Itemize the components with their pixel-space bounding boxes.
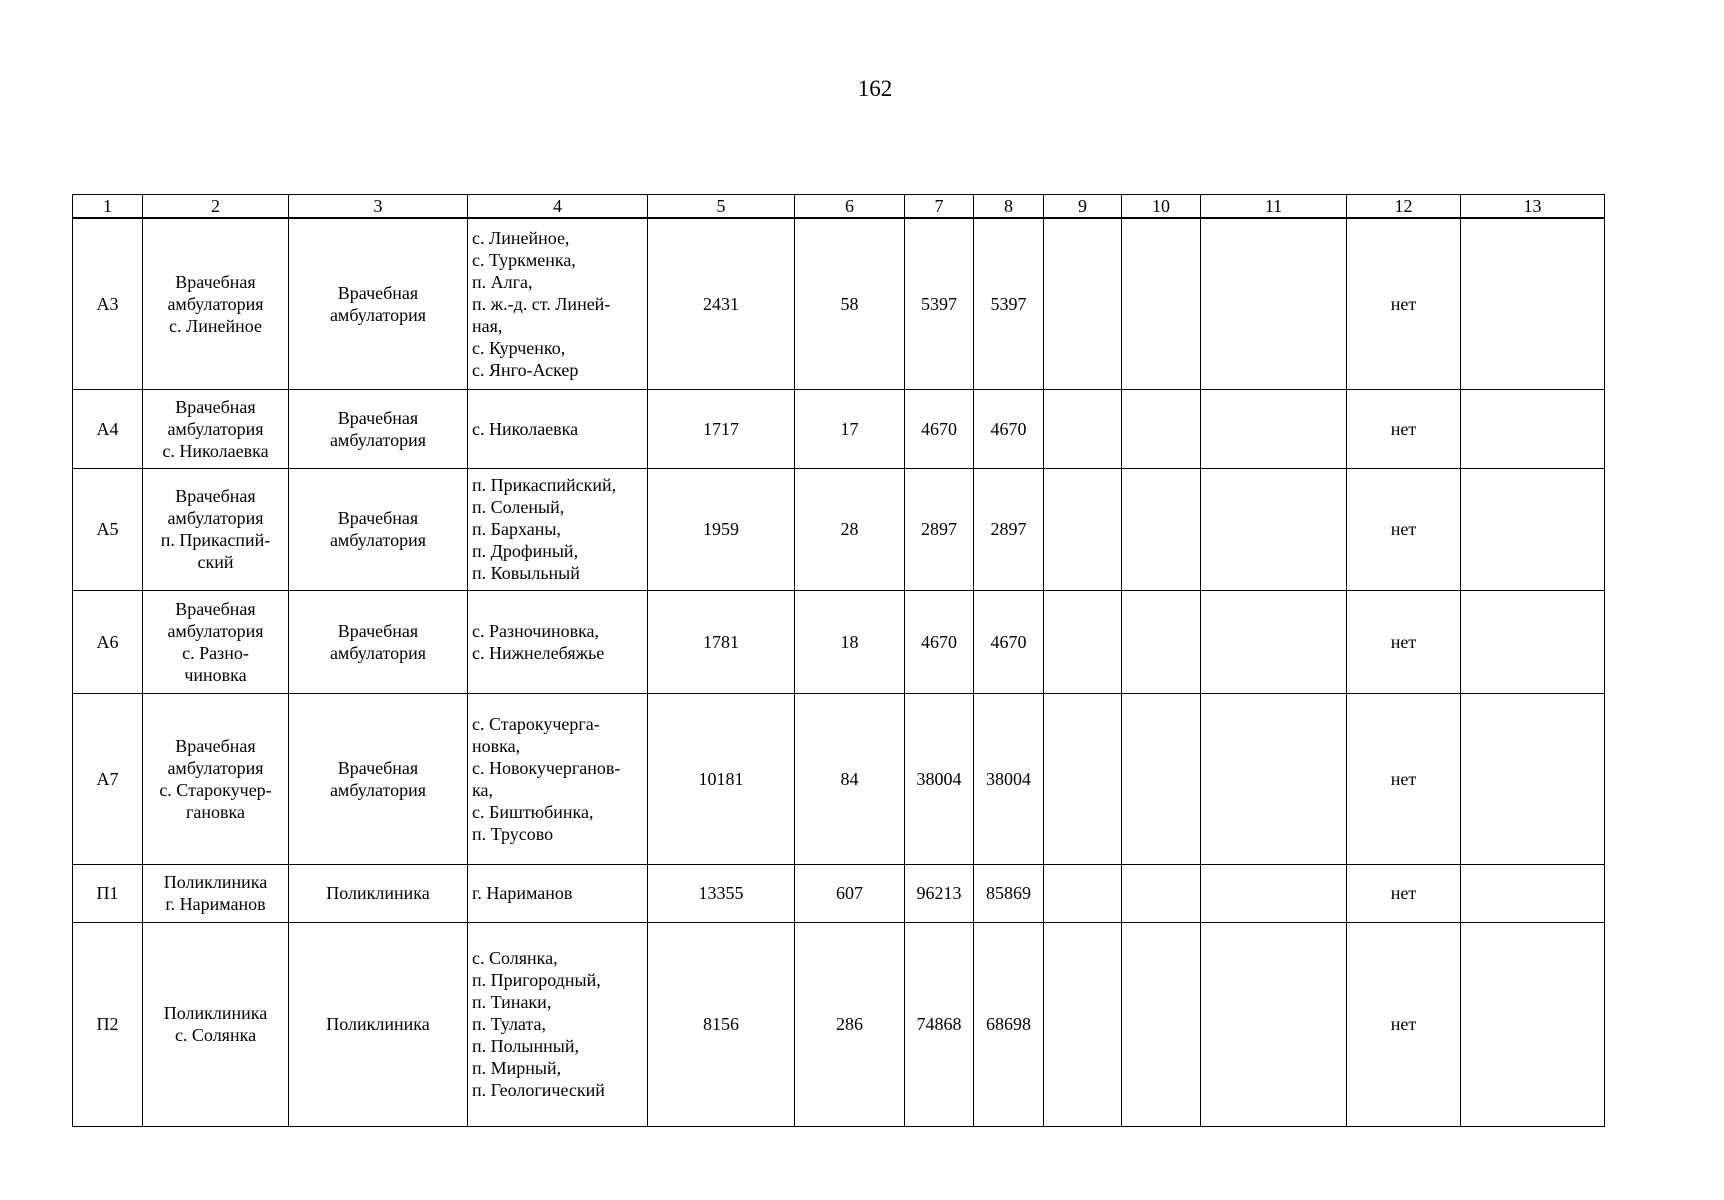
- cell-col-6: 286: [795, 922, 905, 1126]
- cell-col-6: 607: [795, 864, 905, 922]
- cell-col-13: [1461, 218, 1605, 389]
- cell-col-9: [1044, 922, 1122, 1126]
- cell-col-8: 68698: [974, 922, 1044, 1126]
- cell-col-10: [1122, 468, 1201, 590]
- cell-col-12: нет: [1347, 389, 1461, 468]
- column-header: 7: [905, 195, 974, 219]
- served-settlements: с. Линейное, с. Туркменка, п. Алга, п. ж.-д. ст. Линей- ная, с. Курченко, с. Янго-Аскер: [468, 218, 648, 389]
- facility-type: Поликлиника: [289, 922, 468, 1126]
- facility-code: П1: [73, 864, 143, 922]
- column-header: 1: [73, 195, 143, 219]
- cell-col-5: 10181: [648, 693, 795, 864]
- facilities-table: [72, 194, 1605, 1127]
- served-settlements: с. Солянка, п. Пригородный, п. Тинаки, п. Тулата, п. Полынный, п. Мирный, п. Геологический: [468, 922, 648, 1126]
- cell-col-11: [1201, 389, 1347, 468]
- table-row: [73, 922, 1605, 1126]
- cell-col-5: 13355: [648, 864, 795, 922]
- facility-name: Поликлиника г. Нариманов: [143, 864, 289, 922]
- cell-col-7: 2897: [905, 468, 974, 590]
- cell-col-9: [1044, 389, 1122, 468]
- cell-col-7: 96213: [905, 864, 974, 922]
- cell-col-11: [1201, 590, 1347, 693]
- cell-col-6: 18: [795, 590, 905, 693]
- facility-type: Врачебная амбулатория: [289, 389, 468, 468]
- facility-type: Врачебная амбулатория: [289, 468, 468, 590]
- served-settlements: с. Разночиновка, с. Нижнелебяжье: [468, 590, 648, 693]
- facility-type: Врачебная амбулатория: [289, 693, 468, 864]
- page-number: 162: [857, 76, 893, 101]
- cell-col-8: 5397: [974, 218, 1044, 389]
- facility-code: П2: [73, 922, 143, 1126]
- column-header: 4: [468, 195, 648, 219]
- cell-col-11: [1201, 468, 1347, 590]
- cell-col-6: 84: [795, 693, 905, 864]
- facility-code: А7: [73, 693, 143, 864]
- cell-col-10: [1122, 590, 1201, 693]
- cell-col-9: [1044, 693, 1122, 864]
- cell-col-10: [1122, 389, 1201, 468]
- facility-name: Поликлиника с. Солянка: [143, 922, 289, 1126]
- column-header: 11: [1201, 195, 1347, 219]
- table-row: [73, 864, 1605, 922]
- table-row: [73, 693, 1605, 864]
- facility-name: Врачебная амбулатория с. Николаевка: [143, 389, 289, 468]
- cell-col-5: 1781: [648, 590, 795, 693]
- cell-col-5: 2431: [648, 218, 795, 389]
- cell-col-7: 5397: [905, 218, 974, 389]
- column-number-row: [73, 195, 1605, 219]
- cell-col-10: [1122, 693, 1201, 864]
- cell-col-13: [1461, 468, 1605, 590]
- cell-col-9: [1044, 218, 1122, 389]
- cell-col-8: 4670: [974, 590, 1044, 693]
- cell-col-9: [1044, 468, 1122, 590]
- cell-col-11: [1201, 864, 1347, 922]
- table-row: [73, 590, 1605, 693]
- cell-col-8: 4670: [974, 389, 1044, 468]
- facility-name: Врачебная амбулатория с. Старокучер- гановка: [143, 693, 289, 864]
- column-header: 13: [1461, 195, 1605, 219]
- cell-col-11: [1201, 922, 1347, 1126]
- cell-col-9: [1044, 864, 1122, 922]
- cell-col-7: 38004: [905, 693, 974, 864]
- facility-code: А5: [73, 468, 143, 590]
- column-header: 2: [143, 195, 289, 219]
- served-settlements: п. Прикаспийский, п. Соленый, п. Барханы, п. Дрофиный, п. Ковыльный: [468, 468, 648, 590]
- cell-col-13: [1461, 864, 1605, 922]
- cell-col-5: 1959: [648, 468, 795, 590]
- cell-col-12: нет: [1347, 468, 1461, 590]
- cell-col-12: нет: [1347, 922, 1461, 1126]
- facility-name: Врачебная амбулатория с. Линейное: [143, 218, 289, 389]
- cell-col-12: нет: [1347, 693, 1461, 864]
- cell-col-7: 4670: [905, 590, 974, 693]
- facility-code: А6: [73, 590, 143, 693]
- column-header: 6: [795, 195, 905, 219]
- cell-col-10: [1122, 218, 1201, 389]
- cell-col-12: нет: [1347, 590, 1461, 693]
- facility-code: А3: [73, 218, 143, 389]
- facility-code: А4: [73, 389, 143, 468]
- column-header: 9: [1044, 195, 1122, 219]
- cell-col-11: [1201, 218, 1347, 389]
- table-row: [73, 389, 1605, 468]
- table-row: [73, 218, 1605, 389]
- cell-col-10: [1122, 864, 1201, 922]
- cell-col-8: 2897: [974, 468, 1044, 590]
- cell-col-8: 38004: [974, 693, 1044, 864]
- served-settlements: с. Николаевка: [468, 389, 648, 468]
- facility-name: Врачебная амбулатория с. Разно- чиновка: [143, 590, 289, 693]
- cell-col-12: нет: [1347, 864, 1461, 922]
- facility-type: Врачебная амбулатория: [289, 218, 468, 389]
- cell-col-11: [1201, 693, 1347, 864]
- column-header: 12: [1347, 195, 1461, 219]
- cell-col-5: 1717: [648, 389, 795, 468]
- table-row: [73, 468, 1605, 590]
- column-header: 3: [289, 195, 468, 219]
- column-header: 5: [648, 195, 795, 219]
- cell-col-6: 17: [795, 389, 905, 468]
- cell-col-13: [1461, 590, 1605, 693]
- served-settlements: г. Нариманов: [468, 864, 648, 922]
- cell-col-7: 4670: [905, 389, 974, 468]
- cell-col-5: 8156: [648, 922, 795, 1126]
- cell-col-12: нет: [1347, 218, 1461, 389]
- cell-col-13: [1461, 693, 1605, 864]
- facility-type: Поликлиника: [289, 864, 468, 922]
- cell-col-6: 58: [795, 218, 905, 389]
- facility-name: Врачебная амбулатория п. Прикаспий- ский: [143, 468, 289, 590]
- cell-col-8: 85869: [974, 864, 1044, 922]
- cell-col-7: 74868: [905, 922, 974, 1126]
- column-header: 10: [1122, 195, 1201, 219]
- cell-col-13: [1461, 922, 1605, 1126]
- cell-col-13: [1461, 389, 1605, 468]
- column-header: 8: [974, 195, 1044, 219]
- served-settlements: с. Старокучерга- новка, с. Новокучерганов- ка, с. Биштюбинка, п. Трусово: [468, 693, 648, 864]
- cell-col-6: 28: [795, 468, 905, 590]
- cell-col-10: [1122, 922, 1201, 1126]
- facility-type: Врачебная амбулатория: [289, 590, 468, 693]
- cell-col-9: [1044, 590, 1122, 693]
